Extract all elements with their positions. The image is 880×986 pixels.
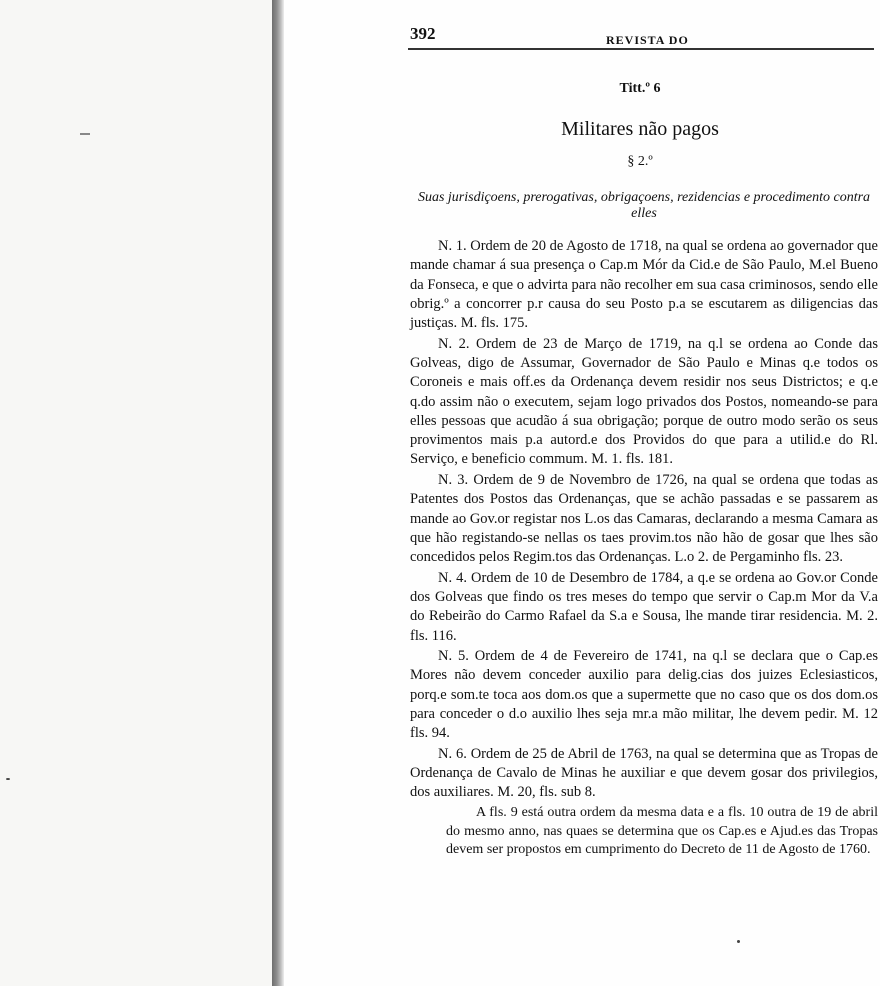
header-rule <box>408 48 874 50</box>
note-paragraph: A fls. 9 está outra ordem da mesma data e a fls. 10 outra de 19 de abril do mesmo anno, nas quaes se determina que os Cap.es e Ajud.es das Tropas devem ser propostos em cumprimento do Decreto de 11 de Agosto de 1760. <box>446 804 878 858</box>
section-subtitle: Suas jurisdiçoens, prerogativas, obrigaçoens, rezidencias e procedimento contra elles <box>417 190 871 221</box>
page-title: Militares não pagos <box>561 118 719 140</box>
margin-mark <box>80 133 90 135</box>
book-gutter <box>272 0 284 986</box>
paragraph-n4: N. 4. Ordem de 10 de Desembro de 1784, a q.e se ordena ao Gov.or Conde dos Golveas que findo os tres meses do tempo que servir o Cap.m Mor da V.a do Rebeirão do Carmo Rafael da S.a e Sousa, lhe mande tirar residencia. M. 2. fls. 116. <box>410 569 878 644</box>
page-number: 392 <box>410 24 436 43</box>
paragraph-n5: N. 5. Ordem de 4 de Fevereiro de 1741, na q.l se declara que o Cap.es Mores não devem conceder auxilio para delig.cias dos juizes Eclesiasticos, porq.e som.te toca aos dom.os que a supermette que no caso que os dos dom.os para conceder o d.o auxilio lhes seja mr.a mão militar, lhe devem pedir. M. 12 fls. 94. <box>410 647 878 742</box>
paragraph-n1: N. 1. Ordem de 20 de Agosto de 1718, na qual se ordena ao governador que mande chamar á sua presença o Cap.m Mór da Cid.e de São Paulo, M.el Bueno da Fonseca, e que o advirta para não recolher em sua casa criminosos, sendo elle obrig.º a concorrer p.r causa do seu Posto p.a se escutarem as diligencias das justiças. M. fls. 175. <box>410 238 878 332</box>
ink-speck <box>6 778 10 780</box>
left-page <box>0 0 272 986</box>
running-head: REVISTA DO <box>606 33 689 47</box>
paragraph-n3: N. 3. Ordem de 9 de Novembro de 1726, na qual se ordena que todas as Patentes dos Postos das Ordenanças, que se achão passadas e se passarem as mande ao Gov.or registar nos L.os das Camaras, declarando a mesma Camara as que hão registando-se nellas os taes provim.tos não hão de gosar que lhes são concedidos pelos Regim.tos das Ordenanças. L.o 2. de Pergaminho fls. 23. <box>410 471 878 566</box>
paragraph-n6: N. 6. Ordem de 25 de Abril de 1763, na qual se determina que as Tropas de Ordenança de Cavalo de Minas he auxiliar e que devem gosar dos privilegios, dos auxiliares. M. 20, fls. sub 8. <box>410 745 878 801</box>
ink-speck <box>737 940 740 943</box>
paragraph-n2: N. 2. Ordem de 23 de Março de 1719, na q.l se ordena ao Conde das Golveas, digo de Assumar, Governador de São Paulo e Minas q.e todos os Coroneis e mais off.es da Ordenança devem residir nos seus Districtos; e q.e q.do assim não o executem, sejam logo privados dos Postos, nomeando-se para elles pessoas que acudão á sua obrigação; porque de outro modo serão os seus provimentos mais p.a autord.e dos Providos do que para a utilid.e do Rl. Serviço, e beneficio commum. M. 1. fls. 181. <box>410 335 878 468</box>
body-text <box>410 237 878 861</box>
title-number: Titt.º 6 <box>619 81 661 96</box>
section-mark: § 2.º <box>627 154 653 169</box>
